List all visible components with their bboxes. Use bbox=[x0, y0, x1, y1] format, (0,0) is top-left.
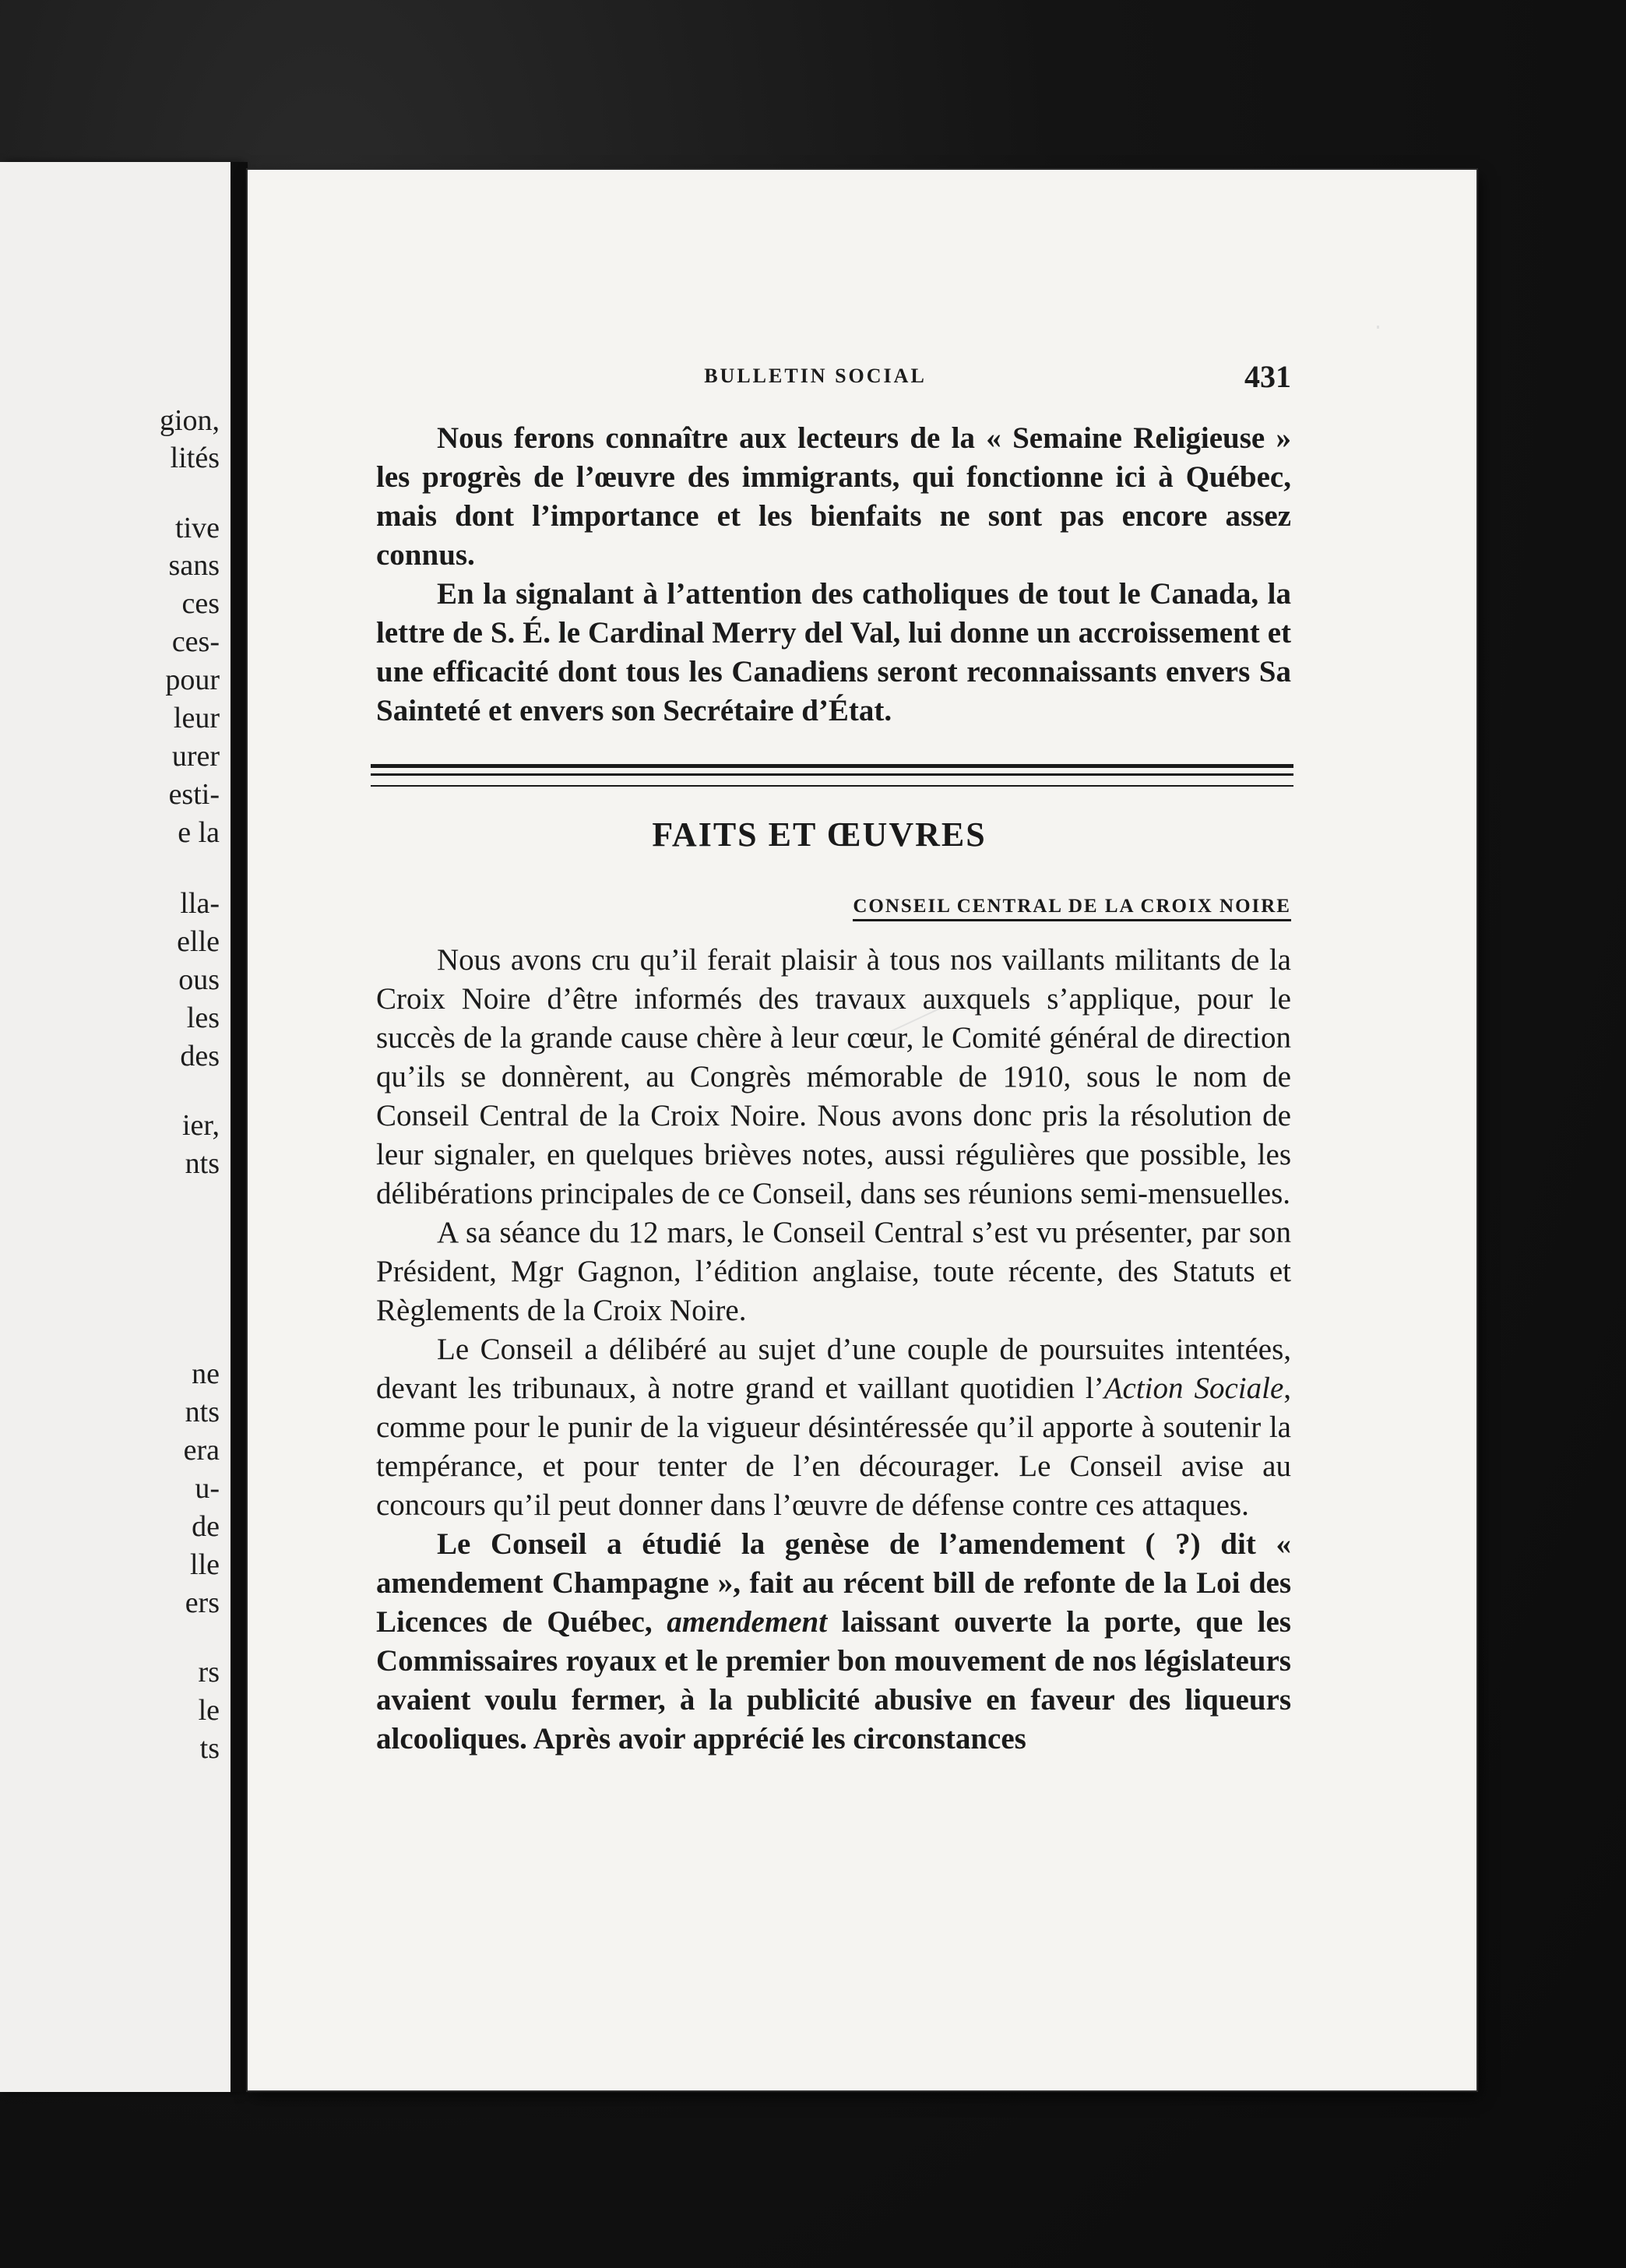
left-fragment: ne bbox=[192, 1358, 220, 1390]
intro-text bbox=[376, 419, 1291, 731]
left-fragment: rs bbox=[198, 1656, 220, 1689]
body-paragraph: A sa séance du 12 mars, le Conseil Central s’est vu présenter, par son Président, Mgr Gagnon, l’édition anglaise, toute récente, des Statuts et Règlements de la Croix Noire. bbox=[376, 1216, 1291, 1327]
left-fragment: ces- bbox=[171, 625, 220, 658]
left-fragment: gion, bbox=[159, 404, 220, 437]
scan-artifact bbox=[1377, 326, 1379, 329]
left-fragment: ts bbox=[199, 1732, 220, 1765]
left-fragment: lla- bbox=[180, 887, 220, 920]
left-fragment: lités bbox=[170, 442, 220, 474]
text-run: , comme pour le punir de la vigueur désintéressée qu’il apporte à soutenir la tempérance, et pour tenter de l’en décourager. Le Conseil avise au concours qu’il peut donner dans l’œuvre de défense contre ces attaques. bbox=[376, 1372, 1291, 1522]
left-fragment: e la bbox=[178, 816, 220, 849]
previous-page-edge bbox=[0, 162, 240, 2092]
section-divider bbox=[371, 764, 1293, 787]
page-number: 431 bbox=[1244, 359, 1291, 394]
emphasized-word: amendement bbox=[667, 1605, 828, 1639]
left-fragment: u- bbox=[195, 1472, 220, 1505]
left-fragment: era bbox=[183, 1434, 220, 1467]
left-fragment: des bbox=[180, 1040, 220, 1072]
running-title: BULLETIN SOCIAL bbox=[704, 364, 927, 387]
left-fragment: urer bbox=[171, 740, 220, 773]
left-fragment: leur bbox=[173, 702, 220, 734]
section-body bbox=[376, 941, 1291, 1759]
left-fragment: ces bbox=[181, 587, 220, 620]
text-run: laissant ouverte la porte, que les Commissaires royaux et le premier bon mouvement de nos législateurs avaient voulu fermer, à la publicité abusive en faveur des liqueurs alcooliques. Après avoir apprécié les circonstances bbox=[376, 1605, 1291, 1756]
section-title: FAITS ET ŒUVRES bbox=[652, 815, 987, 854]
document-page bbox=[248, 170, 1476, 2090]
left-fragment: sans bbox=[168, 549, 220, 582]
left-fragment: tive bbox=[175, 512, 220, 544]
left-fragment: pour bbox=[165, 664, 220, 696]
running-header bbox=[248, 359, 1476, 408]
left-fragment: elle bbox=[177, 925, 220, 958]
book-gutter bbox=[231, 162, 248, 2092]
left-fragment: nts bbox=[185, 1147, 220, 1180]
left-fragment: ous bbox=[178, 963, 220, 996]
left-fragment: de bbox=[192, 1510, 220, 1543]
text-run: Le Conseil a étudié la genèse de l’amendement ( ?) dit « amendement Champagne », fait au récent bill de refonte de la Loi des Licences de Québec, bbox=[376, 1527, 1291, 1639]
body-paragraph bbox=[376, 1330, 1291, 1525]
left-fragment: lle bbox=[190, 1548, 220, 1581]
left-fragment: esti- bbox=[168, 778, 220, 811]
body-paragraph: Nous avons cru qu’il ferait plaisir à tous nos vaillants militants de la Croix Noire d’être informés des travaux auxquels s’applique, pour le succès de la grande cause chère à leur cœur, le Comité général de direction qu’ils se donnèrent, au Congrès mémorable de 1910, sous le nom de Conseil Central de la Croix Noire. Nous avons donc pris la résolution de leur signaler, en quelques brièves notes, aussi régulières que possible, les délibérations principales de ce Conseil, dans ses réunions semi-mensuelles. bbox=[376, 943, 1291, 1210]
intro-paragraph: Nous ferons connaître aux lecteurs de la « Semaine Religieuse » les progrès de l’œuvre des immigrants, qui fonctionne ici à Québec, mais dont l’importance et les bienfaits ne sont pas encore assez connus. bbox=[376, 421, 1291, 572]
left-fragment: le bbox=[198, 1694, 220, 1727]
text-run: Le Conseil a délibéré au sujet d’une couple de poursuites intentées, devant les tribunaux, à notre grand et vaillant quotidien l’ bbox=[376, 1333, 1291, 1405]
intro-paragraph: En la signalant à l’attention des catholiques de tout le Canada, la lettre de S. É. le Cardinal Merry del Val, lui donne un accroissement et une efficacité dont tous les Canadiens seront reconnaissants envers Sa Sainteté et envers son Secrétaire d’État. bbox=[376, 577, 1291, 727]
left-fragment: les bbox=[186, 1002, 220, 1034]
left-fragment: nts bbox=[185, 1396, 220, 1428]
newspaper-title: Action Sociale bbox=[1103, 1372, 1284, 1405]
left-fragment: ier, bbox=[181, 1109, 220, 1142]
left-fragment: ers bbox=[185, 1587, 220, 1619]
section-subheading: CONSEIL CENTRAL DE LA CROIX NOIRE bbox=[853, 896, 1291, 921]
body-paragraph bbox=[376, 1525, 1291, 1759]
